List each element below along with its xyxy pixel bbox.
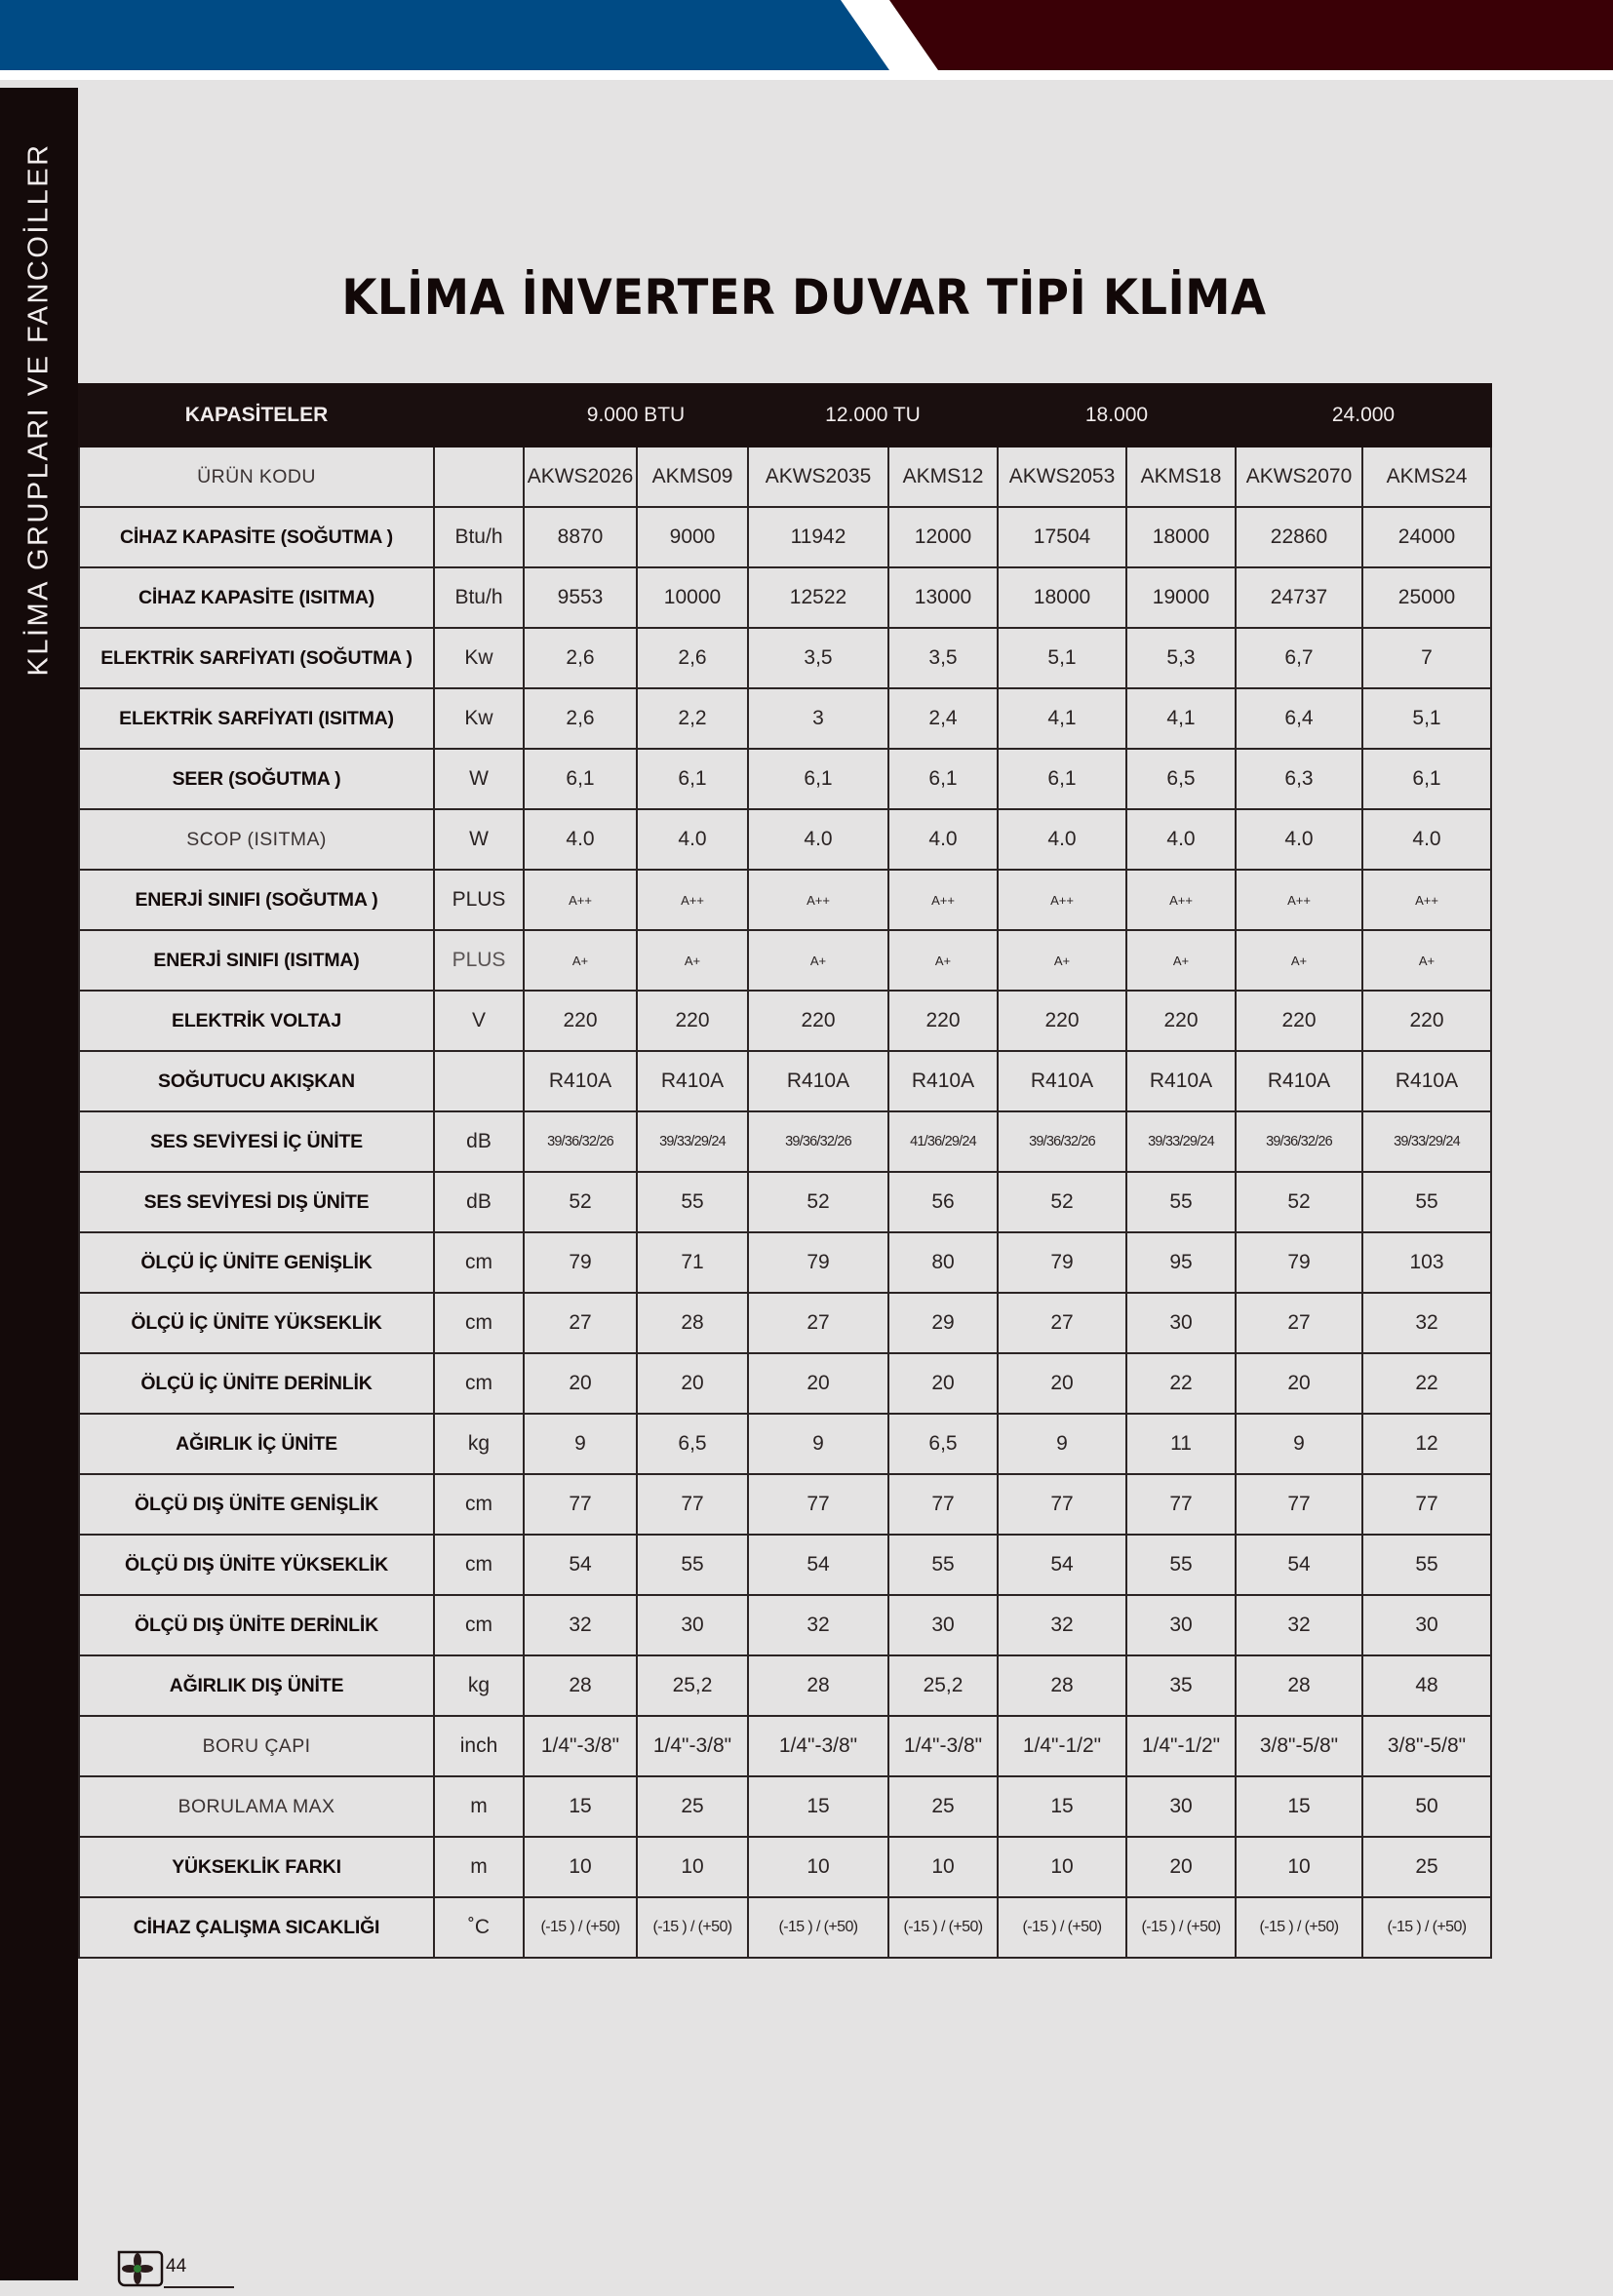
row-label: ÖLÇÜ DIŞ ÜNİTE GENİŞLİK bbox=[79, 1474, 434, 1535]
cell-value: 6,5 bbox=[1126, 749, 1236, 809]
cell-value: 220 bbox=[998, 991, 1126, 1051]
cell-value: A++ bbox=[637, 870, 748, 930]
cell-value: 15 bbox=[1236, 1776, 1362, 1837]
cell-value: AKWS2026 bbox=[524, 447, 637, 507]
cell-value: 1/4"-3/8" bbox=[748, 1716, 888, 1776]
cell-value: R410A bbox=[637, 1051, 748, 1111]
cell-value: 5,3 bbox=[1126, 628, 1236, 688]
spec-table bbox=[78, 383, 1492, 1959]
table-row bbox=[79, 1232, 1491, 1293]
cell-value: 27 bbox=[748, 1293, 888, 1353]
header-label: KAPASİTELER bbox=[79, 384, 434, 447]
cell-value: 10 bbox=[998, 1837, 1126, 1897]
table-row bbox=[79, 1716, 1491, 1776]
row-unit: V bbox=[434, 991, 524, 1051]
row-unit: cm bbox=[434, 1535, 524, 1595]
cell-value: 1/4"-3/8" bbox=[637, 1716, 748, 1776]
cell-value: 27 bbox=[524, 1293, 637, 1353]
cell-value: 52 bbox=[748, 1172, 888, 1232]
cell-value: 30 bbox=[1362, 1595, 1491, 1655]
cell-value: (-15 ) / (+50) bbox=[1362, 1897, 1491, 1958]
cell-value: A++ bbox=[1126, 870, 1236, 930]
cell-value: 13000 bbox=[888, 567, 998, 628]
cell-value: 95 bbox=[1126, 1232, 1236, 1293]
cell-value: 4.0 bbox=[637, 809, 748, 870]
row-label: ÖLÇÜ İÇ ÜNİTE DERİNLİK bbox=[79, 1353, 434, 1414]
row-label: ENERJİ SINIFI (ISITMA) bbox=[79, 930, 434, 991]
cell-value: 3 bbox=[748, 688, 888, 749]
row-unit: cm bbox=[434, 1353, 524, 1414]
cell-value: 19000 bbox=[1126, 567, 1236, 628]
table-row bbox=[79, 749, 1491, 809]
row-label: ÖLÇÜ DIŞ ÜNİTE YÜKSEKLİK bbox=[79, 1535, 434, 1595]
cell-value: 220 bbox=[888, 991, 998, 1051]
cell-value: 55 bbox=[637, 1535, 748, 1595]
cell-value: 48 bbox=[1362, 1655, 1491, 1716]
star-flower-logo-icon bbox=[115, 2248, 164, 2296]
cell-value: AKMS09 bbox=[637, 447, 748, 507]
row-unit: m bbox=[434, 1837, 524, 1897]
cell-value: 55 bbox=[888, 1535, 998, 1595]
cell-value: 10 bbox=[1236, 1837, 1362, 1897]
table-row bbox=[79, 1293, 1491, 1353]
cell-value: 1/4"-1/2" bbox=[1126, 1716, 1236, 1776]
cell-value: 39/36/32/26 bbox=[748, 1111, 888, 1172]
cell-value: 27 bbox=[1236, 1293, 1362, 1353]
spec-table-container bbox=[78, 383, 1492, 1959]
cell-value: 28 bbox=[524, 1655, 637, 1716]
cell-value: A+ bbox=[888, 930, 998, 991]
cell-value: 4.0 bbox=[748, 809, 888, 870]
row-label: ELEKTRİK SARFİYATI (ISITMA) bbox=[79, 688, 434, 749]
table-row bbox=[79, 1474, 1491, 1535]
cell-value: 39/36/32/26 bbox=[998, 1111, 1126, 1172]
cell-value: 77 bbox=[1362, 1474, 1491, 1535]
cell-value: 39/33/29/24 bbox=[637, 1111, 748, 1172]
row-label: AĞIRLIK İÇ ÜNİTE bbox=[79, 1414, 434, 1474]
cell-value: 20 bbox=[637, 1353, 748, 1414]
row-label: ÖLÇÜ DIŞ ÜNİTE DERİNLİK bbox=[79, 1595, 434, 1655]
row-unit: Kw bbox=[434, 628, 524, 688]
table-row bbox=[79, 1535, 1491, 1595]
cell-value: A+ bbox=[637, 930, 748, 991]
cell-value: 12 bbox=[1362, 1414, 1491, 1474]
sidebar-label: KLİMA GRUPLARI VE FANCOİLLER bbox=[22, 142, 55, 677]
table-row bbox=[79, 1655, 1491, 1716]
cell-value: 20 bbox=[888, 1353, 998, 1414]
cell-value: (-15 ) / (+50) bbox=[748, 1897, 888, 1958]
cell-value: 6,5 bbox=[888, 1414, 998, 1474]
cell-value: 1/4"-3/8" bbox=[524, 1716, 637, 1776]
cell-value: A+ bbox=[1362, 930, 1491, 991]
cell-value: 4,1 bbox=[1126, 688, 1236, 749]
cell-value: 9 bbox=[998, 1414, 1126, 1474]
table-row bbox=[79, 1172, 1491, 1232]
table-row bbox=[79, 1897, 1491, 1958]
cell-value: 6,1 bbox=[637, 749, 748, 809]
row-unit: inch bbox=[434, 1716, 524, 1776]
cell-value: 220 bbox=[748, 991, 888, 1051]
row-unit: W bbox=[434, 809, 524, 870]
cell-value: (-15 ) / (+50) bbox=[637, 1897, 748, 1958]
table-row bbox=[79, 1595, 1491, 1655]
row-label: ÜRÜN KODU bbox=[79, 447, 434, 507]
cell-value: 28 bbox=[637, 1293, 748, 1353]
cell-value: 2,6 bbox=[524, 628, 637, 688]
cell-value: 55 bbox=[1126, 1172, 1236, 1232]
cell-value: 22 bbox=[1362, 1353, 1491, 1414]
row-unit: Kw bbox=[434, 688, 524, 749]
table-row bbox=[79, 567, 1491, 628]
cell-value: R410A bbox=[998, 1051, 1126, 1111]
cell-value: 22 bbox=[1126, 1353, 1236, 1414]
cell-value: (-15 ) / (+50) bbox=[888, 1897, 998, 1958]
header-group: 9.000 BTU bbox=[524, 384, 748, 447]
row-label: ELEKTRİK VOLTAJ bbox=[79, 991, 434, 1051]
row-unit: kg bbox=[434, 1655, 524, 1716]
cell-value: R410A bbox=[1236, 1051, 1362, 1111]
cell-value: (-15 ) / (+50) bbox=[1126, 1897, 1236, 1958]
cell-value: 4.0 bbox=[1236, 809, 1362, 870]
header-group: 24.000 bbox=[1236, 384, 1491, 447]
row-unit: ˚C bbox=[434, 1897, 524, 1958]
row-unit bbox=[434, 447, 524, 507]
cell-value: 25,2 bbox=[637, 1655, 748, 1716]
cell-value: 103 bbox=[1362, 1232, 1491, 1293]
cell-value: 52 bbox=[998, 1172, 1126, 1232]
row-unit: PLUS bbox=[434, 930, 524, 991]
cell-value: 30 bbox=[637, 1595, 748, 1655]
cell-value: R410A bbox=[888, 1051, 998, 1111]
row-unit: m bbox=[434, 1776, 524, 1837]
cell-value: A+ bbox=[1126, 930, 1236, 991]
table-row bbox=[79, 1414, 1491, 1474]
cell-value: 20 bbox=[524, 1353, 637, 1414]
cell-value: 15 bbox=[524, 1776, 637, 1837]
row-label: CİHAZ KAPASİTE (ISITMA) bbox=[79, 567, 434, 628]
cell-value: 9553 bbox=[524, 567, 637, 628]
cell-value: 54 bbox=[748, 1535, 888, 1595]
row-label: SCOP (ISITMA) bbox=[79, 809, 434, 870]
cell-value: 220 bbox=[1126, 991, 1236, 1051]
cell-value: 80 bbox=[888, 1232, 998, 1293]
cell-value: 9 bbox=[1236, 1414, 1362, 1474]
cell-value: 4.0 bbox=[524, 809, 637, 870]
cell-value: A++ bbox=[524, 870, 637, 930]
cell-value: 56 bbox=[888, 1172, 998, 1232]
cell-value: 6,7 bbox=[1236, 628, 1362, 688]
cell-value: 39/33/29/24 bbox=[1362, 1111, 1491, 1172]
cell-value: A++ bbox=[748, 870, 888, 930]
cell-value: 9000 bbox=[637, 507, 748, 567]
cell-value: 32 bbox=[1362, 1293, 1491, 1353]
cell-value: 28 bbox=[998, 1655, 1126, 1716]
cell-value: 77 bbox=[1236, 1474, 1362, 1535]
row-unit: dB bbox=[434, 1111, 524, 1172]
table-row bbox=[79, 688, 1491, 749]
cell-value: 32 bbox=[524, 1595, 637, 1655]
table-row bbox=[79, 1051, 1491, 1111]
cell-value: 25 bbox=[1362, 1837, 1491, 1897]
cell-value: 2,6 bbox=[524, 688, 637, 749]
table-row bbox=[79, 628, 1491, 688]
cell-value: A+ bbox=[998, 930, 1126, 991]
header-band-maroon bbox=[889, 0, 1613, 70]
table-row bbox=[79, 930, 1491, 991]
cell-value: 55 bbox=[1126, 1535, 1236, 1595]
cell-value: 3,5 bbox=[748, 628, 888, 688]
cell-value: 12522 bbox=[748, 567, 888, 628]
cell-value: 24737 bbox=[1236, 567, 1362, 628]
cell-value: 41/36/29/24 bbox=[888, 1111, 998, 1172]
cell-value: (-15 ) / (+50) bbox=[998, 1897, 1126, 1958]
cell-value: 52 bbox=[1236, 1172, 1362, 1232]
cell-value: A++ bbox=[1362, 870, 1491, 930]
cell-value: 4.0 bbox=[1362, 809, 1491, 870]
table-row bbox=[79, 507, 1491, 567]
cell-value: 10 bbox=[888, 1837, 998, 1897]
cell-value: 11 bbox=[1126, 1414, 1236, 1474]
cell-value: 20 bbox=[1126, 1837, 1236, 1897]
page-number: 44 bbox=[166, 2256, 187, 2277]
cell-value: 25 bbox=[888, 1776, 998, 1837]
cell-value: 54 bbox=[524, 1535, 637, 1595]
cell-value: 55 bbox=[637, 1172, 748, 1232]
cell-value: A++ bbox=[1236, 870, 1362, 930]
cell-value: 20 bbox=[748, 1353, 888, 1414]
cell-value: 6,5 bbox=[637, 1414, 748, 1474]
cell-value: 7 bbox=[1362, 628, 1491, 688]
cell-value: 6,1 bbox=[1362, 749, 1491, 809]
table-header-row bbox=[79, 384, 1491, 447]
cell-value: 10 bbox=[748, 1837, 888, 1897]
cell-value: 220 bbox=[1236, 991, 1362, 1051]
cell-value: 28 bbox=[748, 1655, 888, 1716]
cell-value: 2,2 bbox=[637, 688, 748, 749]
header-band-blue bbox=[0, 0, 889, 70]
cell-value: A+ bbox=[1236, 930, 1362, 991]
cell-value: 77 bbox=[998, 1474, 1126, 1535]
cell-value: AKMS24 bbox=[1362, 447, 1491, 507]
header-group: 18.000 bbox=[998, 384, 1236, 447]
cell-value: 5,1 bbox=[1362, 688, 1491, 749]
cell-value: 2,6 bbox=[637, 628, 748, 688]
cell-value: 11942 bbox=[748, 507, 888, 567]
cell-value: 1/4"-1/2" bbox=[998, 1716, 1126, 1776]
row-label: YÜKSEKLİK FARKI bbox=[79, 1837, 434, 1897]
cell-value: AKWS2035 bbox=[748, 447, 888, 507]
cell-value: 77 bbox=[1126, 1474, 1236, 1535]
cell-value: 77 bbox=[748, 1474, 888, 1535]
cell-value: R410A bbox=[524, 1051, 637, 1111]
header-band bbox=[0, 0, 1613, 88]
row-label: SEER (SOĞUTMA ) bbox=[79, 749, 434, 809]
cell-value: 17504 bbox=[998, 507, 1126, 567]
cell-value: A+ bbox=[524, 930, 637, 991]
row-unit: cm bbox=[434, 1232, 524, 1293]
cell-value: 79 bbox=[748, 1232, 888, 1293]
cell-value: 54 bbox=[998, 1535, 1126, 1595]
sidebar bbox=[0, 88, 78, 2280]
row-unit: Btu/h bbox=[434, 567, 524, 628]
cell-value: 79 bbox=[524, 1232, 637, 1293]
cell-value: 77 bbox=[637, 1474, 748, 1535]
cell-value: 79 bbox=[998, 1232, 1126, 1293]
row-label: CİHAZ KAPASİTE (SOĞUTMA ) bbox=[79, 507, 434, 567]
cell-value: 18000 bbox=[1126, 507, 1236, 567]
cell-value: 1/4"-3/8" bbox=[888, 1716, 998, 1776]
cell-value: 6,1 bbox=[748, 749, 888, 809]
row-unit bbox=[434, 1051, 524, 1111]
table-row bbox=[79, 870, 1491, 930]
cell-value: 55 bbox=[1362, 1535, 1491, 1595]
cell-value: 20 bbox=[998, 1353, 1126, 1414]
cell-value: 4,1 bbox=[998, 688, 1126, 749]
cell-value: 71 bbox=[637, 1232, 748, 1293]
row-unit: dB bbox=[434, 1172, 524, 1232]
table-row bbox=[79, 1353, 1491, 1414]
cell-value: 4.0 bbox=[1126, 809, 1236, 870]
row-label: SES SEVİYESİ İÇ ÜNİTE bbox=[79, 1111, 434, 1172]
cell-value: 79 bbox=[1236, 1232, 1362, 1293]
table-row bbox=[79, 1837, 1491, 1897]
cell-value: 30 bbox=[1126, 1595, 1236, 1655]
cell-value: 8870 bbox=[524, 507, 637, 567]
cell-value: AKMS18 bbox=[1126, 447, 1236, 507]
row-unit: cm bbox=[434, 1595, 524, 1655]
page-title: KLİMA İNVERTER DUVAR TİPİ KLİMA bbox=[341, 269, 1267, 326]
cell-value: 18000 bbox=[998, 567, 1126, 628]
cell-value: 27 bbox=[998, 1293, 1126, 1353]
cell-value: 54 bbox=[1236, 1535, 1362, 1595]
row-label: ELEKTRİK SARFİYATI (SOĞUTMA ) bbox=[79, 628, 434, 688]
cell-value: 30 bbox=[1126, 1293, 1236, 1353]
cell-value: 220 bbox=[637, 991, 748, 1051]
table-row bbox=[79, 447, 1491, 507]
footer-divider bbox=[164, 2286, 234, 2288]
cell-value: A+ bbox=[748, 930, 888, 991]
row-label: SOĞUTUCU AKIŞKAN bbox=[79, 1051, 434, 1111]
table-row bbox=[79, 809, 1491, 870]
cell-value: 220 bbox=[1362, 991, 1491, 1051]
cell-value: 3/8"-5/8" bbox=[1236, 1716, 1362, 1776]
row-unit: Btu/h bbox=[434, 507, 524, 567]
cell-value: 32 bbox=[1236, 1595, 1362, 1655]
cell-value: 22860 bbox=[1236, 507, 1362, 567]
cell-value: 6,1 bbox=[998, 749, 1126, 809]
row-unit: cm bbox=[434, 1293, 524, 1353]
cell-value: (-15 ) / (+50) bbox=[524, 1897, 637, 1958]
cell-value: 4.0 bbox=[998, 809, 1126, 870]
table-row bbox=[79, 1776, 1491, 1837]
row-unit: W bbox=[434, 749, 524, 809]
cell-value: (-15 ) / (+50) bbox=[1236, 1897, 1362, 1958]
cell-value: 6,1 bbox=[524, 749, 637, 809]
row-label: AĞIRLIK DIŞ ÜNİTE bbox=[79, 1655, 434, 1716]
cell-value: 5,1 bbox=[998, 628, 1126, 688]
cell-value: 28 bbox=[1236, 1655, 1362, 1716]
row-label: ÖLÇÜ İÇ ÜNİTE YÜKSEKLİK bbox=[79, 1293, 434, 1353]
row-label: CİHAZ ÇALIŞMA SICAKLIĞI bbox=[79, 1897, 434, 1958]
cell-value: 32 bbox=[748, 1595, 888, 1655]
cell-value: 25 bbox=[637, 1776, 748, 1837]
cell-value: AKMS12 bbox=[888, 447, 998, 507]
cell-value: 77 bbox=[888, 1474, 998, 1535]
cell-value: R410A bbox=[1126, 1051, 1236, 1111]
cell-value: 10 bbox=[524, 1837, 637, 1897]
row-unit: PLUS bbox=[434, 870, 524, 930]
cell-value: 10000 bbox=[637, 567, 748, 628]
cell-value: 39/36/32/26 bbox=[1236, 1111, 1362, 1172]
header-group: 12.000 TU bbox=[748, 384, 998, 447]
cell-value: 55 bbox=[1362, 1172, 1491, 1232]
cell-value: 3/8"-5/8" bbox=[1362, 1716, 1491, 1776]
row-unit: kg bbox=[434, 1414, 524, 1474]
cell-value: 6,1 bbox=[888, 749, 998, 809]
cell-value: A++ bbox=[888, 870, 998, 930]
row-unit: cm bbox=[434, 1474, 524, 1535]
cell-value: 9 bbox=[524, 1414, 637, 1474]
cell-value: 24000 bbox=[1362, 507, 1491, 567]
cell-value: R410A bbox=[748, 1051, 888, 1111]
cell-value: 25,2 bbox=[888, 1655, 998, 1716]
cell-value: 10 bbox=[637, 1837, 748, 1897]
cell-value: 39/36/32/26 bbox=[524, 1111, 637, 1172]
cell-value: 2,4 bbox=[888, 688, 998, 749]
cell-value: 30 bbox=[1126, 1776, 1236, 1837]
row-label: ÖLÇÜ İÇ ÜNİTE GENİŞLİK bbox=[79, 1232, 434, 1293]
cell-value: 6,3 bbox=[1236, 749, 1362, 809]
cell-value: 25000 bbox=[1362, 567, 1491, 628]
cell-value: 15 bbox=[998, 1776, 1126, 1837]
cell-value: AKWS2053 bbox=[998, 447, 1126, 507]
cell-value: A++ bbox=[998, 870, 1126, 930]
cell-value: 39/33/29/24 bbox=[1126, 1111, 1236, 1172]
row-label: BORU ÇAPI bbox=[79, 1716, 434, 1776]
table-row bbox=[79, 1111, 1491, 1172]
cell-value: 20 bbox=[1236, 1353, 1362, 1414]
cell-value: 52 bbox=[524, 1172, 637, 1232]
cell-value: 12000 bbox=[888, 507, 998, 567]
cell-value: 29 bbox=[888, 1293, 998, 1353]
cell-value: 15 bbox=[748, 1776, 888, 1837]
cell-value: 9 bbox=[748, 1414, 888, 1474]
cell-value: 220 bbox=[524, 991, 637, 1051]
header-unit-cell bbox=[434, 384, 524, 447]
cell-value: AKWS2070 bbox=[1236, 447, 1362, 507]
row-label: ENERJİ SINIFI (SOĞUTMA ) bbox=[79, 870, 434, 930]
cell-value: 3,5 bbox=[888, 628, 998, 688]
cell-value: 32 bbox=[998, 1595, 1126, 1655]
table-row bbox=[79, 991, 1491, 1051]
row-label: BORULAMA MAX bbox=[79, 1776, 434, 1837]
row-label: SES SEVİYESİ DIŞ ÜNİTE bbox=[79, 1172, 434, 1232]
cell-value: R410A bbox=[1362, 1051, 1491, 1111]
cell-value: 50 bbox=[1362, 1776, 1491, 1837]
cell-value: 35 bbox=[1126, 1655, 1236, 1716]
cell-value: 30 bbox=[888, 1595, 998, 1655]
cell-value: 4.0 bbox=[888, 809, 998, 870]
cell-value: 6,4 bbox=[1236, 688, 1362, 749]
cell-value: 77 bbox=[524, 1474, 637, 1535]
